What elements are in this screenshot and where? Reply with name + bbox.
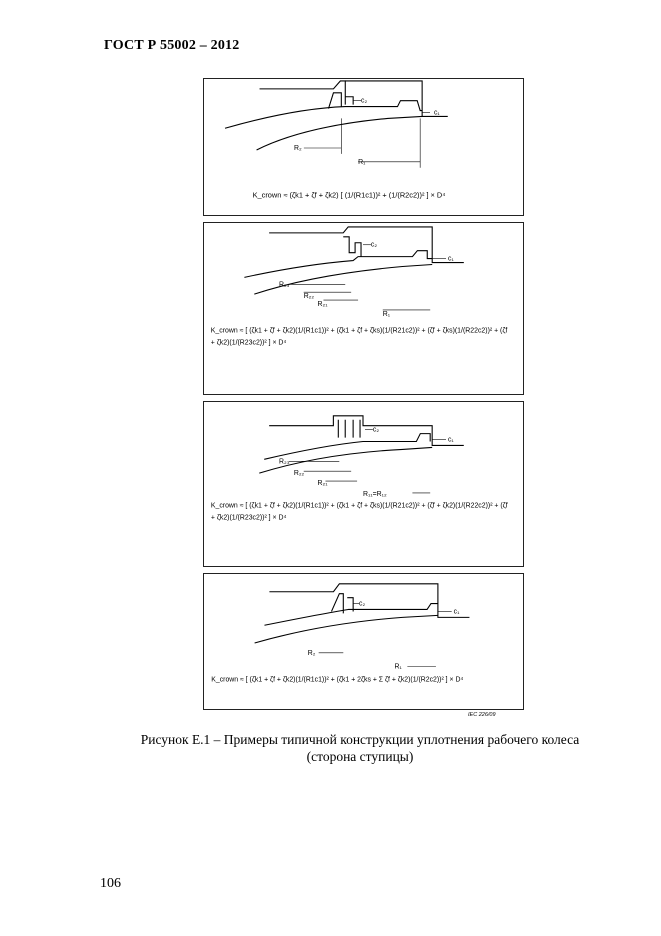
label-r21: R₂₁ — [317, 301, 328, 309]
label-c1: c₁ — [447, 436, 454, 444]
seal-diagram-1 — [204, 79, 523, 215]
label-r1: R₁ — [394, 663, 402, 671]
seal-diagram-4 — [204, 574, 523, 709]
formula-4: K_crown ≈ [ (ζk1 + ζf + ζk2)(1/(R1c1))² + (ζk1 + 2ζks + Σ ζf + ζk2)(1/(R2c2))² ] × D⁴ — [211, 676, 464, 684]
label-r2: R₂ — [294, 144, 302, 152]
formula-3: K_crown ≈ [ (ζk1 + ζf + ζk2)(1/(R1c1))² + (ζk1 + ζf + ζks)(1/(R21c2))² + (ζf + ζk2)(1/(R22c2))² + (ζf + ζk2)(1/(R23c2))² ] × D⁴ — [210, 502, 508, 522]
label-r23: R₂₃ — [278, 281, 290, 289]
figure-caption-line-2: (сторона ступицы) — [306, 749, 414, 764]
label-c1: c₁ — [448, 255, 454, 263]
label-r11: R₁₁=R₁₂ — [363, 490, 387, 498]
formula-1: K_crown ≈ (ζk1 + ζf + ζk2) [ (1/(R1c1))² + (1/(R2c2))² ] × D⁴ — [252, 190, 446, 200]
label-r1: R₁ — [382, 310, 391, 318]
label-r21: R₂₁ — [317, 479, 328, 487]
seal-diagram-2 — [204, 223, 523, 394]
label-c1: c₁ — [433, 109, 440, 117]
seal-diagram-3 — [204, 402, 523, 566]
figure-panel-4 — [203, 573, 524, 710]
figure-panel-2 — [203, 222, 524, 395]
figure-panel-1 — [203, 78, 524, 216]
page-number: 106 — [100, 876, 121, 891]
formula-2: K_crown ≈ [ (ζk1 + ζf + ζk2)(1/(R1c1))² + (ζk1 + ζf + ζks)(1/(R21c2))² + (ζf + ζks)(1/(R22c2))² + (ζf + ζk2)(1/(R23c2))² ] × D⁴ — [210, 327, 508, 347]
label-c2: c₂ — [370, 241, 378, 249]
label-c2: c₂ — [361, 97, 368, 105]
label-r22: R₂₂ — [293, 470, 305, 478]
document-header: ГОСТ Р 55002 – 2012 — [104, 38, 240, 53]
figure-panel-3 — [203, 401, 524, 567]
label-r1: R₁ — [358, 158, 366, 166]
label-c2: c₂ — [359, 600, 366, 608]
label-c2: c₂ — [372, 426, 380, 434]
iec-reference-mark: IEC 226/09 — [468, 712, 496, 718]
label-c1: c₁ — [453, 608, 460, 616]
label-r22: R₂₂ — [303, 293, 315, 301]
label-r23: R₂₃ — [279, 458, 290, 466]
figure-caption-line-1: Рисунок Е.1 – Примеры типичной конструкции уплотнения рабочего колеса — [140, 732, 580, 747]
label-r2: R₂ — [307, 649, 316, 657]
